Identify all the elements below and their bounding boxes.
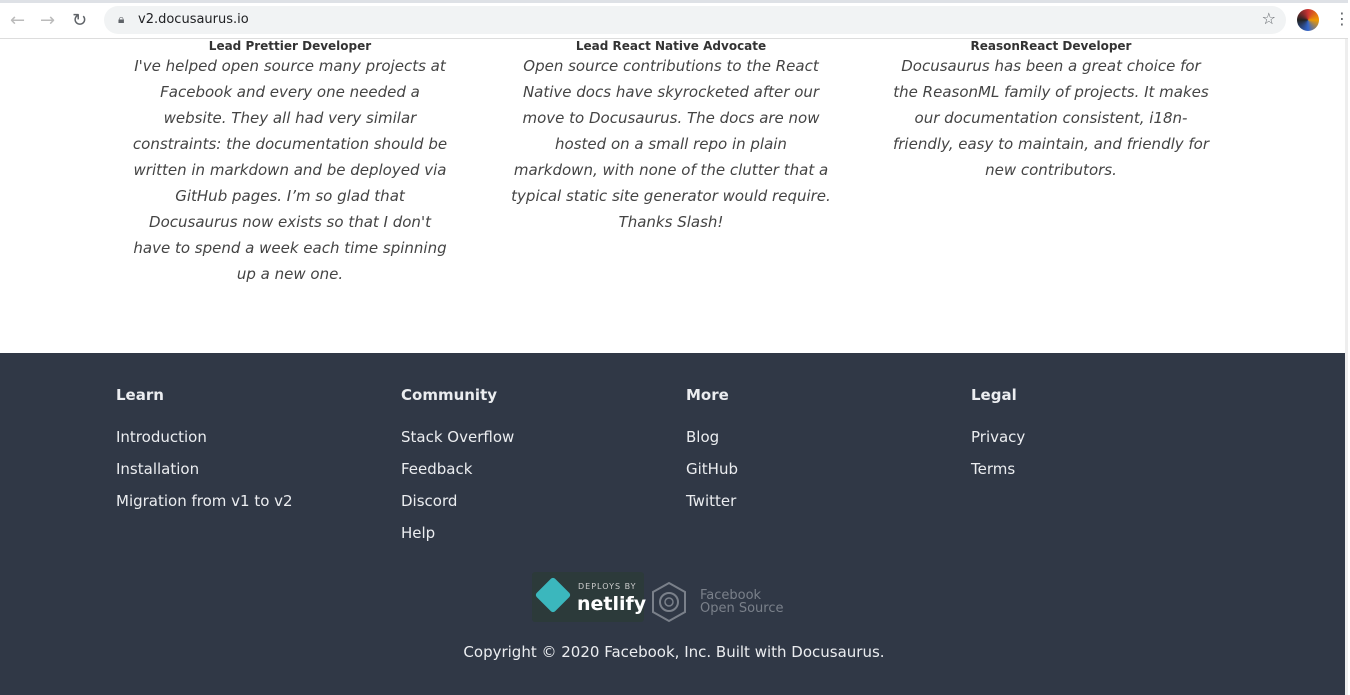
fbos-line1: Facebook [700,588,762,603]
footer-column-more [686,387,738,517]
footer-link[interactable]: Blog [686,428,720,446]
footer-link[interactable]: Stack Overflow [401,428,515,446]
star-icon[interactable]: ☆ [1261,9,1276,28]
copyright: Copyright © 2020 Facebook, Inc. Built with Docusaurus. [463,643,885,661]
footer-link[interactable]: Privacy [971,428,1026,446]
footer-column-title: Community [401,386,498,404]
footer-link[interactable]: Help [401,524,436,542]
facebook-open-source-logo[interactable] [650,581,784,627]
testimonial [511,40,831,235]
footer-link[interactable]: Introduction [116,428,207,446]
fbos-hexagon-icon [650,581,688,623]
testimonial [130,40,450,287]
footer [0,353,1348,695]
footer-link[interactable]: Terms [971,460,1016,478]
testimonial [891,40,1211,183]
fbos-line2: Open Source [700,601,784,616]
footer-column-legal [971,387,1025,485]
footer-link[interactable]: Migration from v1 to v2 [116,492,293,510]
footer-link[interactable]: Feedback [401,460,473,478]
tab-strip [0,0,1348,3]
testimonial-role: Lead React Native Advocate [575,39,767,53]
testimonial-quote: I've helped open source many projects at Facebook and every one needed a website. They all had very similar constraints: the documentation should be written in markdown and be deployed via GitHub pages. I’m so glad that Docusaurus now exists so that I don't have to spend a week each time spinning up a new one. [132,57,448,283]
testimonial-quote: Docusaurus has been a great choice for the ReasonML family of projects. It makes our documentation consistent, i18n-friendly, easy to maintain, and friendly for new contributors. [892,57,1210,179]
footer-column-title: Learn [116,386,164,404]
testimonial-quote: Open source contributions to the React Native docs have skyrocketed after our move to Docusaurus. The docs are now hosted on a small repo in plain markdown, with none of the clutter that a typical static site generator would require. Thanks Slash! [511,57,831,231]
reload-icon[interactable]: ↻ [72,10,88,31]
netlify-logo-icon [535,577,572,614]
lock-icon: 🔒︎ [118,12,125,26]
footer-link[interactable]: Discord [401,492,458,510]
profile-avatar[interactable] [1297,9,1319,31]
netlify-name: netlify [577,593,647,615]
netlify-badge[interactable] [532,572,647,622]
footer-link[interactable]: GitHub [686,460,738,478]
browser-toolbar [0,0,1348,39]
scrollbar[interactable] [1345,39,1348,695]
testimonial-role: Lead Prettier Developer [208,39,372,53]
footer-column-title: Legal [971,386,1017,404]
testimonial-role: ReasonReact Developer [970,39,1132,53]
footer-link[interactable]: Installation [116,460,200,478]
netlify-caption: DEPLOYS BY [578,582,637,591]
footer-column-title: More [686,386,729,404]
footer-link[interactable]: Twitter [686,492,737,510]
back-icon[interactable]: ← [10,10,26,31]
footer-column-learn [116,387,293,517]
address-bar[interactable] [104,6,1286,34]
footer-column-community [401,387,514,549]
menu-icon[interactable]: ⋮ [1334,9,1350,28]
forward-icon[interactable]: → [40,10,56,31]
url-text: v2.docusaurus.io [138,12,249,27]
